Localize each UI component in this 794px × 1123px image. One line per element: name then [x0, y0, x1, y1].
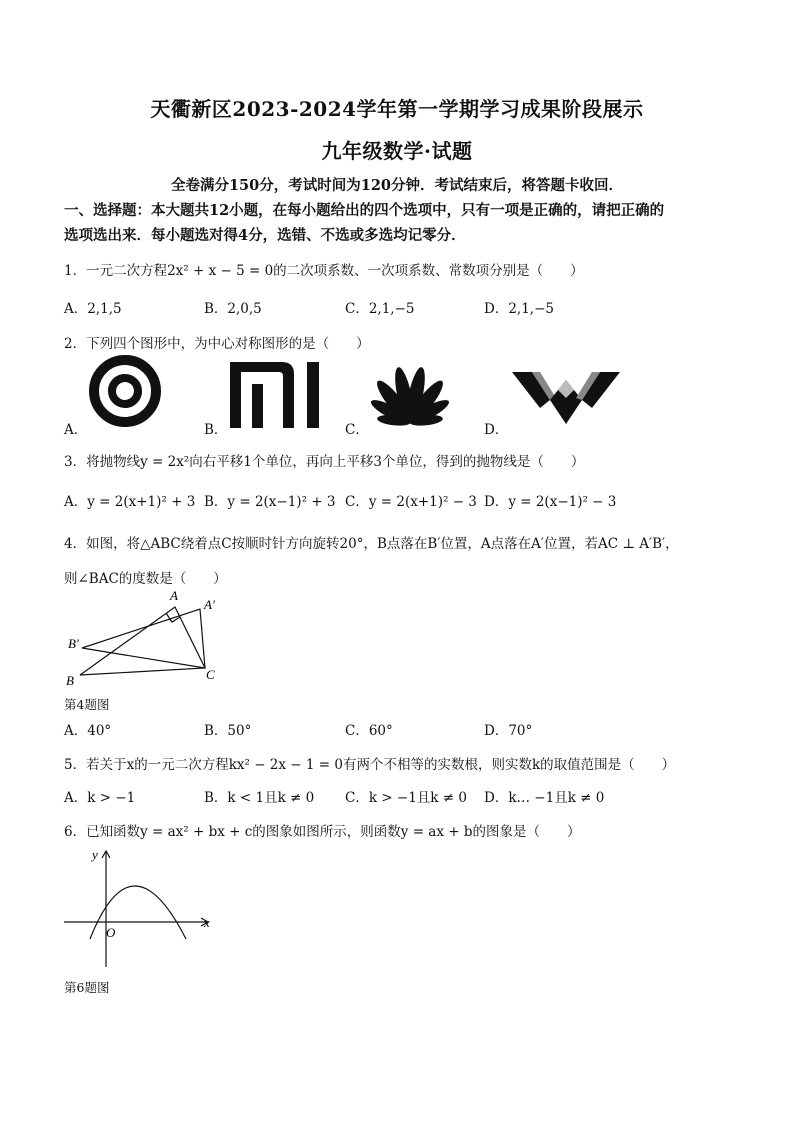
q5-option-c: C．k > −1且k ≠ 0: [345, 790, 467, 806]
q5-stem: 5．若关于x的一元二次方程kx² − 2x − 1 = 0有两个不相等的实数根，则实数k的取值范围是（ ）: [64, 757, 676, 773]
q1-stem: 1．一元二次方程2x² + x − 5 = 0的二次项系数、一次项系数、常数项分别是（ ）: [64, 263, 584, 279]
section-heading-line2: 选项选出来．每小题选对得4分，选错、不选或多选均记零分．: [64, 227, 466, 244]
q3-option-d: D．y = 2(x−1)² − 3: [484, 494, 617, 510]
q6-parabola-graph: [60, 843, 220, 973]
q3-option-b: B．y = 2(x−1)² + 3: [204, 494, 336, 510]
q6-axis-y-label: y: [92, 847, 98, 862]
exam-title: 天衢新区2023-2024学年第一学期学习成果阶段展示: [150, 97, 644, 121]
q4-label-b-prime: B′: [68, 636, 79, 651]
q2-label-c: C．: [345, 422, 369, 438]
q1-option-c: C．2,1,−5: [345, 301, 415, 317]
q6-stem: 6．已知函数y = ax² + bx + c的图象如图所示，则函数y = ax + b的图象是（ ）: [64, 824, 581, 840]
q3-stem: 3．将抛物线y = 2x²向右平移1个单位，再向上平移3个单位，得到的抛物线是（ ）: [64, 454, 585, 470]
q2-figure-c-flower-logo: [365, 358, 455, 428]
q4-option-b: B．50°: [204, 723, 252, 739]
q2-label-a: A．: [64, 422, 88, 438]
q4-label-a-prime: A′: [204, 597, 215, 612]
q4-option-d: D．70°: [484, 723, 533, 739]
q4-stem-line1: 4．如图，将△ABC绕着点C按顺时针方向旋转20°，B点落在B′位置，A点落在A′位置，若AC ⊥ A′B′，: [64, 536, 679, 552]
q2-label-b: B．: [204, 422, 228, 438]
q4-triangle-figure: [60, 585, 230, 693]
q4-label-a: A: [170, 588, 178, 603]
q2-figure-a-ring-logo: [88, 354, 162, 428]
q2-stem: 2．下列四个图形中，为中心对称图形的是（ ）: [64, 336, 370, 352]
q4-label-b: B: [66, 673, 74, 688]
q5-option-d: D．k… −1且k ≠ 0: [484, 790, 605, 806]
q4-caption: 第4题图: [64, 697, 110, 712]
q6-origin-label: O: [106, 925, 116, 940]
q1-option-d: D．2,1,−5: [484, 301, 554, 317]
q6-axis-x-label: x: [204, 915, 210, 930]
q4-label-c: C: [206, 667, 215, 682]
q2-figure-b-mi-logo: [230, 362, 322, 428]
q4-stem-line2: 则∠BAC的度数是（ ）: [64, 571, 227, 587]
q5-option-a: A．k > −1: [64, 790, 136, 806]
exam-subtitle: 九年级数学·试题: [321, 139, 473, 163]
exam-note: 全卷满分150分，考试时间为120分钟．考试结束后，将答题卡收回．: [170, 177, 624, 194]
q6-caption: 第6题图: [64, 980, 110, 995]
section-heading-line1: 一、选择题：本大题共12小题，在每小题给出的四个选项中，只有一项是正确的，请把正确的: [64, 202, 665, 219]
q3-option-a: A．y = 2(x+1)² + 3: [64, 494, 196, 510]
q4-option-a: A．40°: [64, 723, 112, 739]
q2-label-d: D．: [484, 422, 509, 438]
q3-option-c: C．y = 2(x+1)² − 3: [345, 494, 477, 510]
q2-figure-d-ribbon-logo: [510, 368, 622, 428]
q5-option-b: B．k < 1且k ≠ 0: [204, 790, 315, 806]
q1-option-a: A．2,1,5: [64, 301, 122, 317]
q4-option-c: C．60°: [345, 723, 393, 739]
q1-option-b: B．2,0,5: [204, 301, 262, 317]
